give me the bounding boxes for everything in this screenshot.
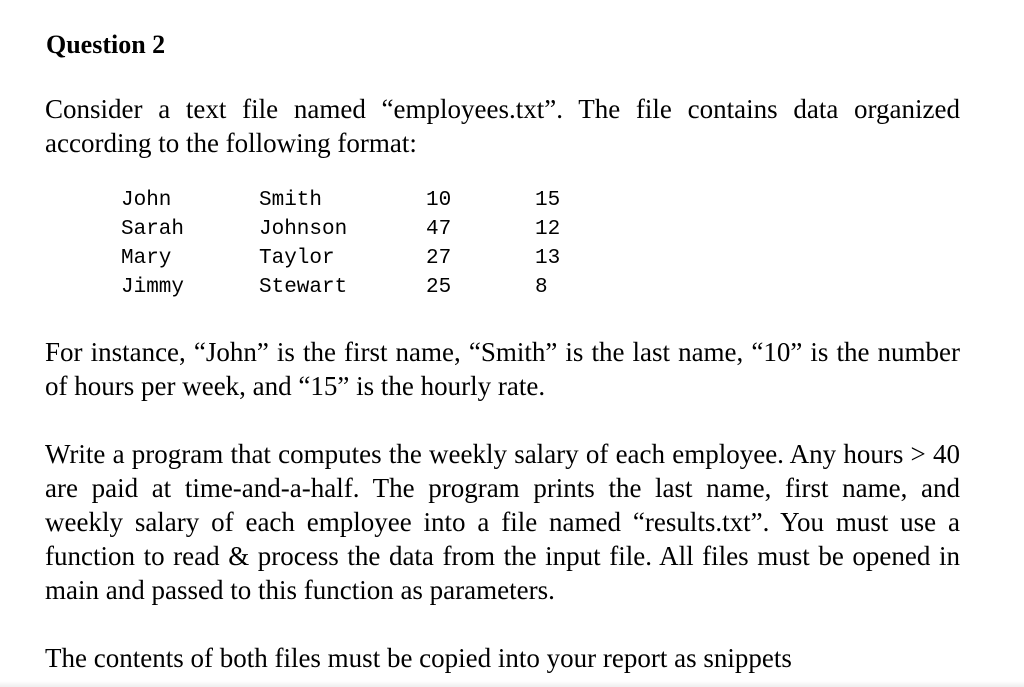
first-name-cell: Sarah <box>121 218 185 241</box>
intro-paragraph: Consider a text file named “employees.txt”. The file contains data organized according to the following format: <box>45 94 960 158</box>
first-name-cell: Jimmy <box>121 276 185 299</box>
first-name-cell: Mary <box>121 247 172 270</box>
last-name-cell: Johnson <box>259 218 348 241</box>
table-row <box>121 273 548 302</box>
hours-cell: 10 <box>426 189 452 212</box>
table-row <box>121 186 561 215</box>
table-row <box>121 215 561 244</box>
rate-cell: 15 <box>535 189 561 212</box>
hours-cell: 27 <box>426 247 452 270</box>
hours-cell: 47 <box>426 218 452 241</box>
last-name-cell: Smith <box>259 189 323 212</box>
last-name-cell: Stewart <box>259 276 348 299</box>
table-row <box>121 244 561 273</box>
example-paragraph: For instance, “John” is the first name, “Smith” is the last name, “10” is the number of hours per week, and “15” is the hourly rate. <box>45 337 960 401</box>
first-name-cell: John <box>121 189 172 212</box>
hours-cell: 25 <box>426 276 452 299</box>
question-heading: Question 2 <box>46 30 166 59</box>
task-paragraph: Write a program that computes the weekly salary of each employee. Any hours > 40 are paid at time-and-a-half. The program prints the last name, first name, and weekly salary of each employee into a file named “results.txt”. You must use a function to read & process the data from the input file. All files must be opened in main and passed to this function as parameters. <box>45 439 960 605</box>
rate-cell: 12 <box>535 218 561 241</box>
page-bottom-edge <box>0 681 1024 687</box>
employee-data-table <box>121 186 561 302</box>
report-note-paragraph: The contents of both files must be copied into your report as snippets <box>45 643 792 673</box>
rate-cell: 8 <box>535 276 548 299</box>
rate-cell: 13 <box>535 247 561 270</box>
last-name-cell: Taylor <box>259 247 335 270</box>
